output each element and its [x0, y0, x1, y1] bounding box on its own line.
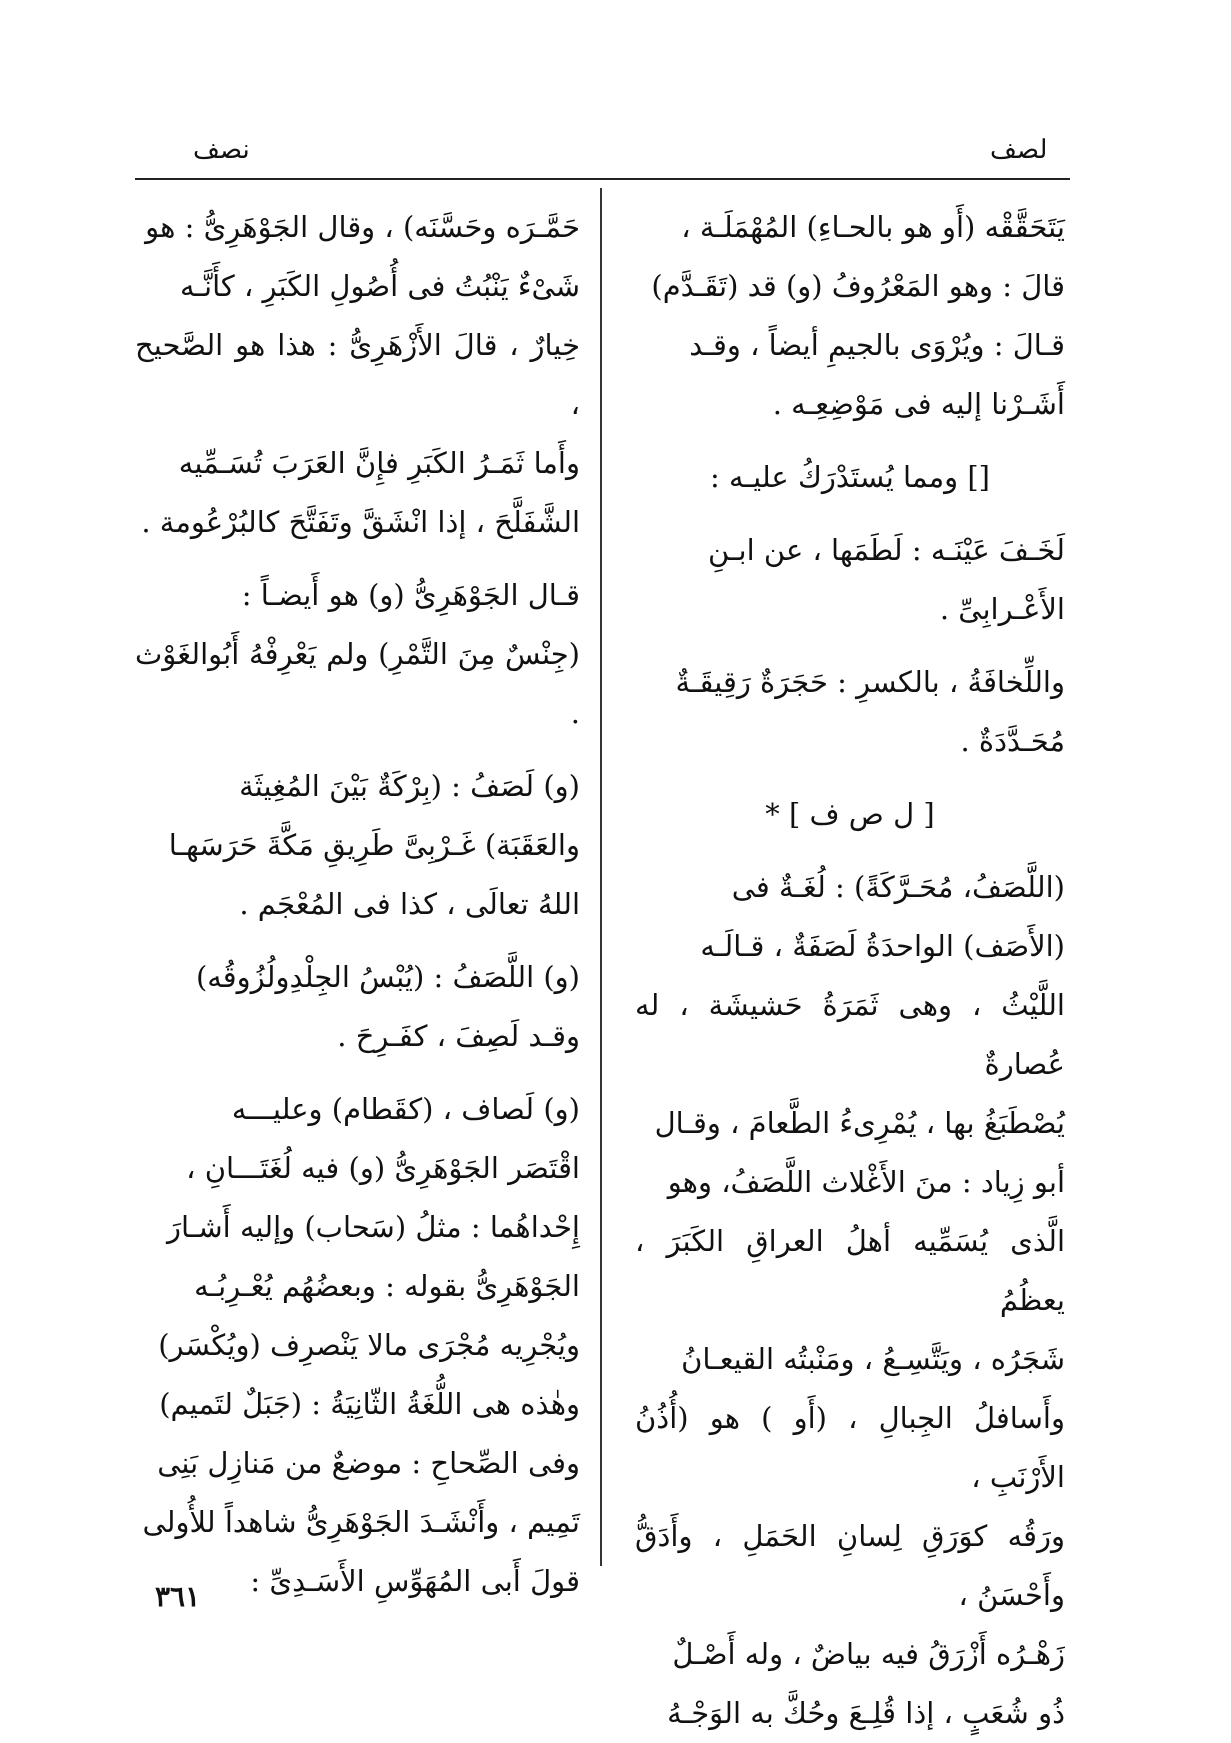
header-right-word: لصف — [990, 135, 1048, 165]
text-line: تَمِيم ، وأَنْشَـدَ الجَوْهَرِىُّ شاهداً للأُولى — [142, 1505, 580, 1539]
spacer — [135, 1066, 580, 1080]
text-line: واللِّخافَةُ ، بالكسرِ : حَجَرَةٌ رَقِيقَـةٌ — [675, 665, 1065, 699]
text-line: الأَعْـرابِىِّ . — [939, 592, 1065, 626]
text-line: (الأَصَف) الواحدَةُ لَصَفَةٌ ، قـالَـه — [700, 929, 1065, 963]
text-line: اللهُ تعالَى ، كذا فى المُعْجَم . — [239, 887, 580, 921]
spacer — [135, 934, 580, 948]
text-line: مُحَـدَّدَةٌ . — [960, 724, 1065, 758]
text-line: (اللَّصَفُ، مُحَـرَّكَةً) : لُغَـةٌ فى — [731, 870, 1065, 904]
text-line: وهٰذه هى اللُّغَةُ الثّانِيَةُ : (جَبَلٌ لتَميم) — [159, 1387, 580, 1421]
text-line: ذُو شُعَبٍ ، إذا قُلِـعَ وحُكَّ به الوَجْـهُ — [667, 1696, 1065, 1730]
text-line: (و) اللَّصَفُ : (يُبْسُ الجِلْدِولُزُوقُه) — [195, 960, 580, 994]
spacer — [635, 434, 1065, 448]
text-line: والعَقَبَة) غَـرْبِىَّ طَرِيقِ مَكَّةَ حَرَسَهـا — [168, 828, 580, 862]
text-line: (جِنْسٌ مِنَ التَّمْرِ) ولم يَعْرِفْهُ أَبُوالغَوْث . — [135, 637, 580, 730]
page-number: ٣٦١ — [155, 1580, 201, 1613]
text-line: وأَسافلُ الجِبالِ ، (أَو ) هو (أُذُنُ الأَرْنَبِ ، — [635, 1401, 1065, 1494]
text-line: وأَما ثَمَـرُ الكَبَرِ فإِنَّ العَرَبَ تُسَـمِّيه — [178, 446, 580, 480]
text-line: الَّذى يُسَمِّيه أهلُ العراقِ الكَبَرَ ، يعظُمُ — [635, 1224, 1065, 1317]
header-rule — [135, 178, 1070, 180]
text-line: لَخَـفَ عَيْنَـه : لَطَمَها ، عن ابـنِ — [707, 533, 1065, 567]
text-line: قالَ : وهو المَعْرُوفُ (و) قد (تَقَـدَّم) — [651, 269, 1065, 303]
text-line: اقْتَصَر الجَوْهَرِىُّ (و) فيه لُغَتَـــانِ ، — [186, 1151, 580, 1185]
text-line: الجَوْهَرِىُّ بقوله : وبعضُهُم يُعْـرِبُـه — [194, 1269, 580, 1303]
text-line: (و) لَصاف ، (كقَطام) وعليـــه — [231, 1092, 580, 1126]
entry-heading: [ ل ص ف ] * — [765, 797, 935, 831]
text-line: الشَّفَلَّحَ ، إذا انْشَقَّ وتَفَتَّحَ كالبُرْعُومة . — [141, 505, 580, 539]
text-line: وفى الصِّحاحِ : موضعٌ من مَنازِل بَنِى — [157, 1446, 580, 1480]
text-line: حَمَّـرَه وحَسَّنَه) ، وقال الجَوْهَرِىُّ : هو — [145, 210, 580, 244]
right-column — [635, 198, 1065, 1743]
spacer — [635, 844, 1065, 858]
text-line: ويُجْرِيه مُجْرَى مالا يَنْصرِف (ويُكْسَر) — [158, 1328, 580, 1362]
text-line: وقـد لَصِفَ ، كفَـرِحَ . — [337, 1019, 580, 1053]
text-line: اللَّيْثُ ، وهى ثَمَرَةُ حَشيشَة ، له عُصارةٌ — [635, 988, 1065, 1081]
text-line: يُصْطَبَغُ بها ، يُمْرِىءُ الطَّعامَ ، وقـال — [654, 1106, 1065, 1140]
text-line: قـالَ : ويُرْوَى بالجيمِ أيضاً ، وقـد — [689, 328, 1065, 362]
mustadrak-heading: [] ومما يُستَدْرَكُ عليـه : — [710, 460, 990, 494]
text-line: شَىْءٌ يَنْبُتُ فى أُصُولِ الكَبَرِ ، كأَنَّـه — [179, 269, 580, 303]
text-line: خِيارٌ ، قالَ الأَزْهَرِىُّ : هذا هو الصَّحيح ، — [135, 328, 580, 421]
text-line: إِحْداهُما : مثلُ (سَحاب) وإليه أَشـارَ — [167, 1210, 580, 1244]
spacer — [635, 507, 1065, 521]
left-column — [135, 198, 580, 1611]
text-line: (و) لَصَفُ : (بِرْكَةٌ بَيْنَ المُغِيثَة — [239, 769, 580, 803]
text-line: ورَقُه كوَرَقِ لِسانِ الحَمَلِ ، وأَدَقُّ وأَحْسَنُ ، — [635, 1519, 1065, 1612]
spacer — [135, 743, 580, 757]
text-line: يَتَحَقَّقْه (أَو هو بالحـاءِ) المُهْمَلَـة ، — [681, 210, 1065, 244]
spacer — [135, 552, 580, 566]
text-line: شَجَرُه ، ويَتَّسِـعُ ، ومَنْبتُه القيعـانُ — [681, 1342, 1065, 1376]
text-line: قولَ أَبى المُهَوِّسِ الأَسَـدِىِّ : — [250, 1564, 580, 1598]
text-line: قـال الجَوْهَرِىُّ (و) هو أَيضـاً : — [241, 578, 580, 612]
spacer — [635, 771, 1065, 785]
header-left-word: نصف — [193, 135, 250, 165]
column-divider — [600, 188, 602, 1566]
text-line: أبو زِياد : منَ الأَغْلاث اللَّصَفُ، وهو — [667, 1165, 1065, 1199]
text-line: أَشَـرْنا إليه فى مَوْضِعِـه . — [772, 387, 1065, 421]
text-line: زَهْـرُه أَزْرَقُ فيه بياضٌ ، وله أَصْـلٌ — [672, 1637, 1065, 1671]
spacer — [635, 639, 1065, 653]
